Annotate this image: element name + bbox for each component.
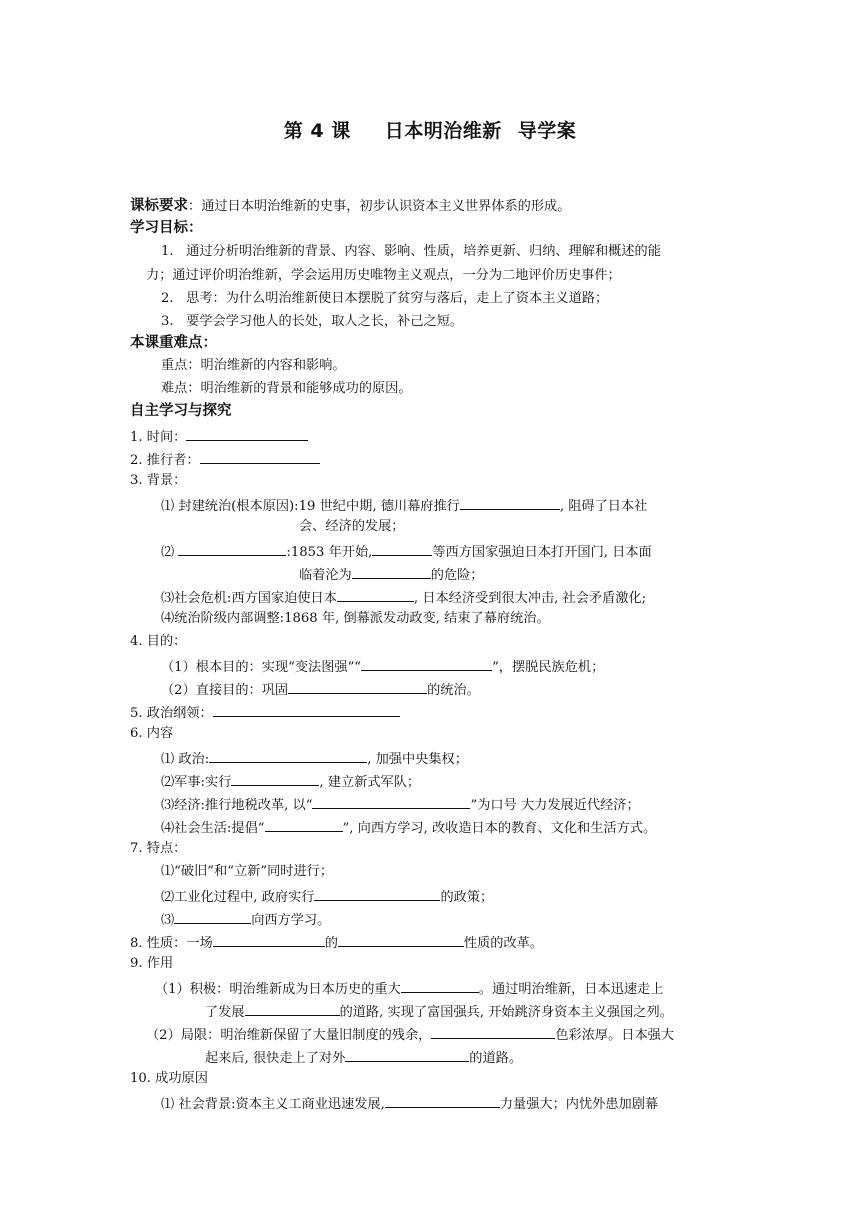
content-item: ⑷社会生活:提倡“ ”, 向西方学习, 改收造日本的教育、文化和生活方式。 xyxy=(161,817,656,838)
question-features: 7. 特点： xyxy=(130,841,187,856)
answer-blank[interactable] xyxy=(352,564,431,579)
answer-blank[interactable] xyxy=(338,932,464,947)
feature-item: ⑶ 向西方学习。 xyxy=(161,909,330,930)
lesson-topic: 日本明治维新 xyxy=(384,120,502,142)
goal-item: 1. 通过分析明治维新的背景、内容、影响、性质，培养更新、归纳、理解和概述的能 xyxy=(161,244,661,259)
difficulty-text: 难点：明治维新的背景和能够成功的原因。 xyxy=(161,381,412,396)
keypoints-heading: 本课重难点： xyxy=(130,335,217,351)
question-program: 5. 政治纲领： xyxy=(130,702,400,723)
background-item-continued: 会、经济的发展； xyxy=(299,519,405,534)
question-purpose: 4. 目的： xyxy=(130,634,187,649)
background-item: ⑵ :1853 年开始, 等西方国家强迫日本打开国门, 日本面 xyxy=(161,541,652,562)
effect-item-continued: 了发展 的道路, 实现了富国强兵, 开始跳济身资本主义强国之列。 xyxy=(205,1001,673,1022)
answer-blank[interactable] xyxy=(186,426,308,441)
standard-text: 通过日本明治维新的史事，初步认识资本主义世界体系的形成。 xyxy=(201,199,571,214)
question-time: 1. 时间： xyxy=(130,426,308,447)
answer-blank[interactable] xyxy=(460,495,560,510)
lesson-type: 导学案 xyxy=(517,120,577,142)
content-item: ⑴ 政治: , 加强中央集权； xyxy=(161,748,468,769)
goal-item: 3. 要学会学习他人的长处，取人之长，补己之短。 xyxy=(161,314,464,329)
answer-blank[interactable] xyxy=(213,932,325,947)
answer-blank[interactable] xyxy=(314,886,440,901)
answer-blank[interactable] xyxy=(245,1001,340,1016)
goal-item-continued: 力；通过评价明治维新，学会运用历史唯物主义观点，一分为二地评价历史事件； xyxy=(146,268,621,283)
purpose-item: （1）根本目的：实现“变法图强”“ ”，摆脱民族危机； xyxy=(161,656,604,677)
goals-heading: 学习目标： xyxy=(130,220,203,236)
study-heading: 自主学习与探究 xyxy=(130,403,232,419)
lesson-number: 第 4 课 xyxy=(283,120,351,142)
question-promoter: 2. 推行者： xyxy=(130,449,320,470)
answer-blank[interactable] xyxy=(200,449,320,464)
answer-blank[interactable] xyxy=(288,679,427,694)
effect-item: （2）局限：明治维新保留了大量旧制度的残余， 色彩浓厚。日本强大 xyxy=(146,1024,674,1045)
answer-blank[interactable] xyxy=(345,1047,469,1062)
reason-item: ⑴ 社会背景:资本主义工商业迅速发展, 力量强大；内忧外患加剧幕 xyxy=(161,1093,658,1114)
background-item: ⑴ 封建统治(根本原因):19 世纪中期, 德川幕府推行 , 阻碍了日本社 xyxy=(161,495,647,516)
answer-blank[interactable] xyxy=(337,587,414,602)
answer-blank[interactable] xyxy=(231,771,319,786)
answer-blank[interactable] xyxy=(209,748,367,763)
background-item-continued: 临着沦为 的危险； xyxy=(299,564,484,585)
answer-blank[interactable] xyxy=(174,909,251,924)
standard-label: 课标要求 xyxy=(130,198,188,214)
curriculum-standard: 课标要求：通过日本明治维新的史事，初步认识资本主义世界体系的形成。 xyxy=(130,198,571,214)
goal-item: 2. 思考：为什么明治维新使日本摆脱了贫穷与落后，走上了资本主义道路； xyxy=(161,291,609,306)
page-title xyxy=(0,116,860,143)
answer-blank[interactable] xyxy=(265,817,343,832)
question-content: 6. 内容 xyxy=(130,726,174,741)
content-item: ⑵军事:实行 , 建立新式军队； xyxy=(161,771,420,792)
background-item: ⑷统治阶级内部调整:1868 年, 倒幕派发动政变, 结束了幕府统治。 xyxy=(161,611,550,626)
question-nature: 8. 性质：一场 的 性质的改革。 xyxy=(130,932,543,953)
answer-blank[interactable] xyxy=(385,1093,500,1108)
answer-blank[interactable] xyxy=(312,794,470,809)
answer-blank[interactable] xyxy=(372,541,432,556)
feature-item: ⑴“破旧”和“立新”同时进行； xyxy=(161,864,334,879)
feature-item: ⑵工业化过程中, 政府实行 的政策； xyxy=(161,886,493,907)
question-background: 3. 背景： xyxy=(130,473,187,488)
answer-blank[interactable] xyxy=(213,702,400,717)
question-success-reasons: 10. 成功原因 xyxy=(130,1071,208,1086)
question-effects: 9. 作用 xyxy=(130,956,174,971)
background-item: ⑶社会危机:西方国家迫使日本 , 日本经济受到很大冲击, 社会矛盾激化; xyxy=(161,587,646,608)
answer-blank[interactable] xyxy=(361,656,492,671)
focus-text: 重点：明治维新的内容和影响。 xyxy=(161,358,346,373)
content-item: ⑶经济:推行地税改革, 以“ ”为口号 大力发展近代经济； xyxy=(161,794,640,815)
answer-blank[interactable] xyxy=(431,1024,555,1039)
answer-blank[interactable] xyxy=(178,541,286,556)
effect-item-continued: 起来后, 很快走上了对外 的道路。 xyxy=(205,1047,522,1068)
purpose-item: （2）直接目的：巩固 的统治。 xyxy=(161,679,480,700)
answer-blank[interactable] xyxy=(401,978,479,993)
effect-item: （1）积极：明治维新成为日本历史的重大 。通过明治维新，日本迅速走上 xyxy=(155,978,663,999)
